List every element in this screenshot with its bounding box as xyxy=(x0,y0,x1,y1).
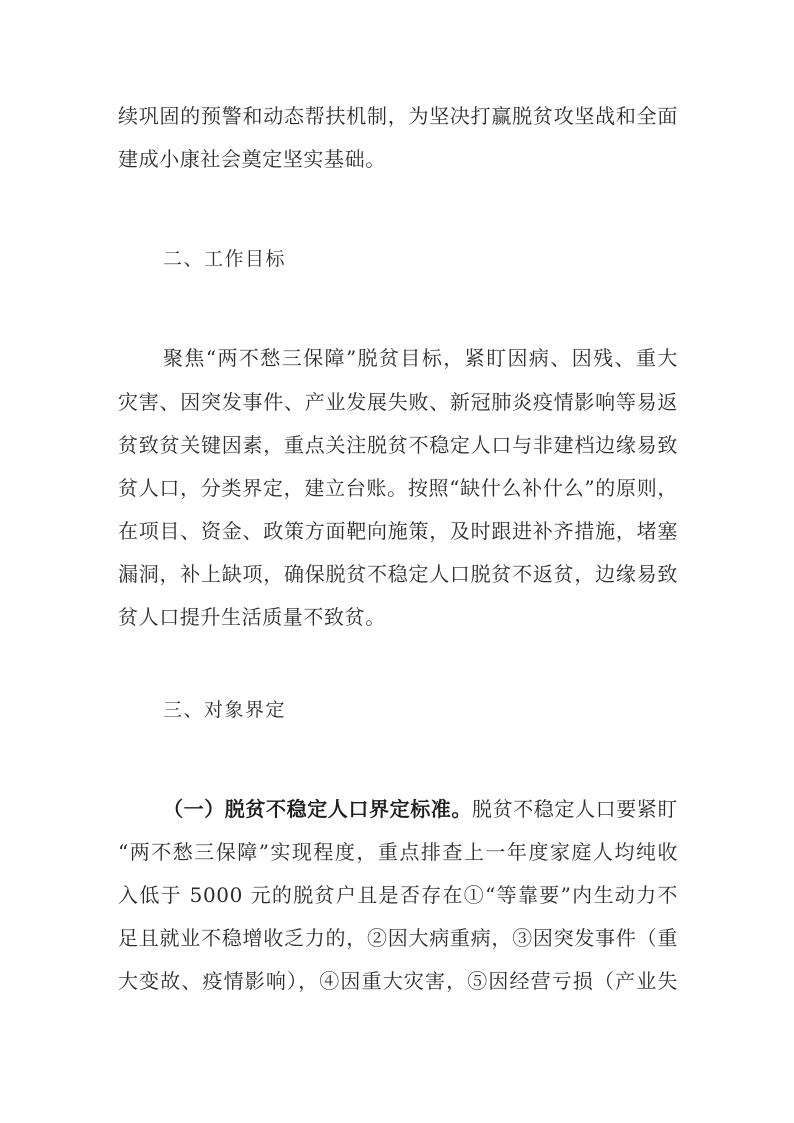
paragraph-line: 入低于 5000 元的脱贫户且是否存在①“等靠要”内生动力不 xyxy=(118,883,678,907)
paragraph-line: 贫人口，分类界定，建立台账。按照“缺什么补什么”的原则， xyxy=(118,476,678,500)
paragraph-line xyxy=(163,797,678,821)
paragraph-line: 在项目、资金、政策方面靶向施策，及时跟进补齐措施，堵塞 xyxy=(118,519,678,543)
paragraph-line: 聚焦“两不愁三保障”脱贫目标，紧盯因病、因残、重大 xyxy=(163,346,678,370)
paragraph-line: “两不愁三保障”实现程度，重点排查上一年度家庭人均纯收 xyxy=(118,840,678,864)
section-heading: 三、对象界定 xyxy=(163,699,287,721)
paragraph-line: 大变故、疫情影响），④因重大灾害，⑤因经营亏损（产业失 xyxy=(118,969,678,993)
paragraph-line: 建成小康社会奠定坚实基础。 xyxy=(118,147,386,171)
section-heading: 二、工作目标 xyxy=(163,248,287,270)
paragraph-text: 脱贫不稳定人口要紧盯 xyxy=(472,797,678,821)
paragraph-line: 续巩固的预警和动态帮扶机制，为坚决打赢脱贫攻坚战和全面 xyxy=(118,104,678,128)
paragraph-line: 漏洞，补上缺项，确保脱贫不稳定人口脱贫不返贫，边缘易致 xyxy=(118,562,678,586)
subsection-title: （一）脱贫不稳定人口界定标准。 xyxy=(163,797,472,821)
paragraph-line: 贫人口提升生活质量不致贫。 xyxy=(118,605,386,629)
paragraph-line: 灾害、因突发事件、产业发展失败、新冠肺炎疫情影响等易返 xyxy=(118,390,678,414)
paragraph-line: 贫致贫关键因素，重点关注脱贫不稳定人口与非建档边缘易致 xyxy=(118,433,678,457)
paragraph-line: 足且就业不稳增收乏力的，②因大病重病，③因突发事件（重 xyxy=(118,926,678,950)
